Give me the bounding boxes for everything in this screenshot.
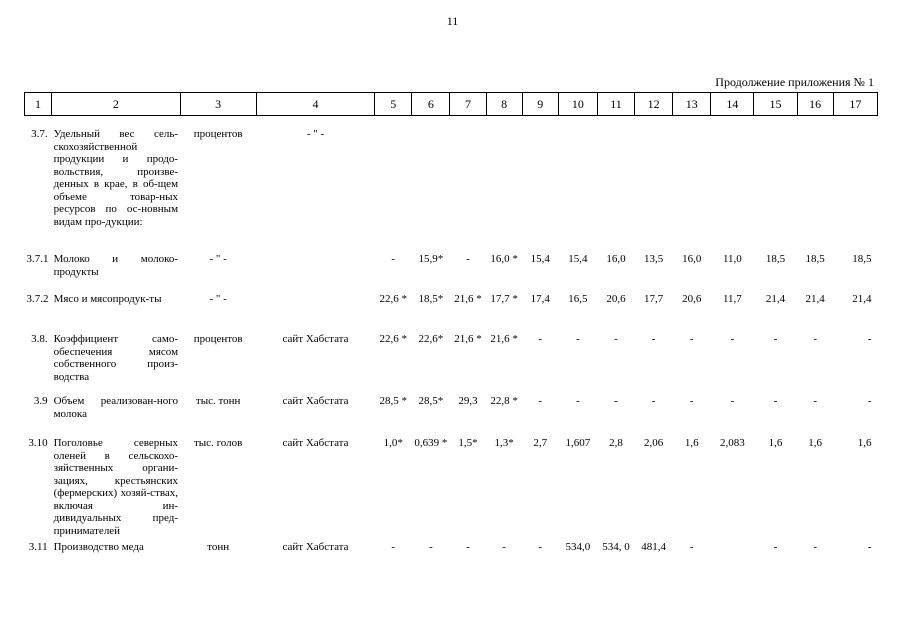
value-cell-col-10: 534,0: [565, 541, 591, 553]
value-cell-col-15: -: [773, 395, 778, 407]
value-cell-col-14: 11,0: [722, 253, 742, 265]
unit-of-measure: - " -: [209, 253, 227, 265]
unit-of-measure: тыс. тонн: [195, 395, 241, 407]
value-cell-col-6: 18,5*: [418, 293, 444, 305]
value-cell-col-15: 18,5: [765, 253, 786, 265]
value-cell-col-17: [833, 128, 877, 253]
value-cell-col-6: 22,6*: [418, 333, 444, 345]
header-cell-3: 3: [180, 93, 256, 116]
value-cell-col-13: 1,6: [684, 437, 699, 449]
value-cell-col-11: -: [614, 333, 618, 345]
value-cell-col-14: 2,083: [720, 437, 745, 449]
value-cell-col-10: 1,607: [565, 437, 591, 449]
value-cell-col-8: 1,3*: [494, 437, 514, 449]
value-cell-col-9: -: [538, 395, 543, 407]
unit-of-measure: тыс. голов: [193, 437, 243, 449]
value-cell-col-6: 28,5*: [418, 395, 444, 407]
value-cell-col-12: [635, 128, 673, 253]
indicator-name: Молоко и молоко-продукты: [53, 253, 179, 278]
value-cell-col-16: -: [813, 395, 817, 407]
indicator-name: Удельный вес сель-скохозяйственной продукции и продо-вольствия, произве-денных в крае, в об-щем объеме товар-ных ресурсов по ос-новным видам про-дукции:: [53, 128, 179, 228]
value-cell-col-6: [412, 128, 450, 253]
row-number: 3.10: [28, 437, 48, 449]
data-source: [256, 253, 374, 293]
table-row: [25, 253, 878, 293]
indicator-table: [24, 92, 878, 571]
value-cell-col-5: 22,6 *: [379, 333, 408, 345]
table-row: [25, 437, 878, 541]
data-source: - " -: [306, 128, 325, 140]
unit-of-measure: процентов: [193, 333, 243, 345]
value-cell-col-17: -: [867, 333, 872, 345]
data-source: [256, 293, 374, 333]
value-cell-col-16: -: [813, 333, 817, 345]
header-cell-14: 14: [711, 93, 754, 116]
header-cell-11: 11: [597, 93, 634, 116]
header-cell-5: 5: [375, 93, 412, 116]
header-cell-4: 4: [256, 93, 374, 116]
header-cell-16: 16: [797, 93, 833, 116]
value-cell-col-8: 16,0 *: [490, 253, 518, 265]
value-cell-col-16: 21,4: [805, 293, 825, 305]
value-cell-col-16: 18,5: [805, 253, 825, 265]
value-cell-col-5: [375, 128, 412, 253]
value-cell-col-12: 13,5: [644, 253, 664, 265]
value-cell-col-10: -: [576, 333, 580, 345]
value-cell-col-12: -: [651, 395, 656, 407]
value-cell-col-6: 15,9*: [418, 253, 444, 265]
value-cell-col-14: -: [730, 333, 735, 345]
value-cell-col-7: -: [466, 253, 470, 265]
value-cell-col-11: 20,6: [606, 293, 626, 305]
value-cell-col-12: -: [651, 333, 656, 345]
value-cell-col-8: 17,7 *: [490, 293, 518, 305]
header-cell-2: 2: [52, 93, 180, 116]
data-source: сайт Хабстата: [282, 333, 349, 345]
header-cell-8: 8: [486, 93, 522, 116]
value-cell-col-13: -: [689, 333, 694, 345]
value-cell-col-15: 21,4: [765, 293, 786, 305]
row-number: 3.8.: [31, 333, 48, 345]
value-cell-col-5: -: [391, 253, 396, 265]
value-cell-col-10: -: [576, 395, 580, 407]
header-cell-15: 15: [754, 93, 797, 116]
unit-of-measure: тонн: [207, 541, 230, 553]
table-row: [25, 128, 878, 253]
data-source: сайт Хабстата: [282, 395, 349, 407]
row-number: 3.7.2: [26, 293, 49, 305]
value-cell-col-10: 16,5: [568, 293, 588, 305]
value-cell-col-11: 16,0: [606, 253, 626, 265]
value-cell-col-6: -: [429, 541, 433, 553]
data-source: сайт Хабстата: [282, 437, 349, 449]
unit-of-measure: - " -: [209, 293, 227, 305]
value-cell-col-9: -: [538, 333, 543, 345]
header-cell-10: 10: [558, 93, 597, 116]
value-cell-col-17: -: [867, 395, 872, 407]
row-number: 3.9: [33, 395, 48, 407]
value-cell-col-11: 2,8: [609, 437, 623, 449]
value-cell-col-13: -: [689, 395, 694, 407]
value-cell-col-12: 17,7: [644, 293, 664, 305]
header-cell-13: 13: [673, 93, 711, 116]
value-cell-col-7: 1,5*: [458, 437, 478, 449]
value-cell-col-6: 0,639 *: [414, 437, 448, 449]
value-cell-col-15: -: [773, 541, 778, 553]
data-source: сайт Хабстата: [282, 541, 349, 553]
value-cell-col-7: -: [466, 541, 470, 553]
value-cell-col-11: [597, 128, 634, 253]
value-cell-col-13: -: [689, 541, 694, 553]
value-cell-col-13: [673, 128, 711, 253]
value-cell-col-5: 1,0*: [383, 437, 403, 449]
value-cell-col-12: 481,4: [641, 541, 667, 553]
value-cell-col-7: 29,3: [458, 395, 478, 407]
value-cell-col-9: 17,4: [530, 293, 550, 305]
value-cell-col-13: 20,6: [682, 293, 702, 305]
value-cell-col-17: 21,4: [852, 293, 872, 305]
indicator-name: Производство меда: [53, 541, 144, 553]
value-cell-col-5: 28,5 *: [379, 395, 408, 407]
value-cell-col-12: 2,06: [644, 437, 664, 449]
value-cell-col-16: 1,6: [808, 437, 823, 449]
value-cell-col-8: 21,6 *: [490, 333, 518, 345]
table-body: [25, 116, 878, 572]
value-cell-col-7: 21,6 *: [454, 293, 482, 305]
spacer-row: [25, 116, 878, 129]
value-cell-col-9: -: [538, 541, 543, 553]
indicator-name: Коэффициент само-обеспечения мясом собственного произ-водства: [53, 333, 179, 383]
value-cell-col-11: -: [614, 395, 618, 407]
header-cell-9: 9: [522, 93, 558, 116]
header-cell-12: 12: [635, 93, 673, 116]
value-cell-col-7: 21,6 *: [454, 333, 482, 345]
header-cell-6: 6: [412, 93, 450, 116]
value-cell-col-17: 18,5: [852, 253, 872, 265]
page-number: 11: [446, 14, 459, 28]
indicator-name: Объем реализован-ного молока: [53, 395, 179, 420]
indicator-name: Мясо и мясопродук-ты: [53, 293, 162, 305]
value-cell-col-5: 22,6 *: [379, 293, 408, 305]
indicator-name: Поголовье северных оленей в сельскохо-зяйственных органи-зациях, крестьянских (фермерских) хозяй-ствах, включая ин-дивидуальных пред-принимателей: [53, 437, 179, 537]
row-number: 3.7.1: [26, 253, 49, 265]
unit-of-measure: процентов: [193, 128, 243, 140]
table-row: [25, 541, 878, 571]
value-cell-col-9: 15,4: [530, 253, 550, 265]
value-cell-col-7: [450, 128, 486, 253]
header-cell-17: 17: [833, 93, 877, 116]
value-cell-col-16: -: [813, 541, 817, 553]
table-row: [25, 333, 878, 395]
value-cell-col-15: [754, 128, 797, 253]
continuation-caption: Продолжение приложения № 1: [715, 75, 874, 89]
indicator-table-wrapper: [24, 92, 878, 571]
header-cell-7: 7: [450, 93, 486, 116]
value-cell-col-14: 11,7: [722, 293, 742, 305]
value-cell-col-16: [797, 128, 833, 253]
value-cell-col-13: 16,0: [682, 253, 702, 265]
value-cell-col-8: 22,8 *: [490, 395, 518, 407]
value-cell-col-17: 1,6: [857, 437, 872, 449]
value-cell-col-11: 534, 0: [602, 541, 630, 553]
value-cell-col-9: 2,7: [533, 437, 548, 449]
value-cell-col-8: [486, 128, 522, 253]
value-cell-col-8: -: [502, 541, 506, 553]
value-cell-col-14: -: [730, 395, 735, 407]
value-cell-col-10: 15,4: [568, 253, 588, 265]
value-cell-col-5: -: [391, 541, 396, 553]
header-cell-1: 1: [25, 93, 52, 116]
value-cell-col-14: [711, 541, 754, 571]
table-header-row: [25, 93, 878, 116]
value-cell-col-17: -: [867, 541, 872, 553]
value-cell-col-15: -: [773, 333, 778, 345]
value-cell-col-15: 1,6: [768, 437, 783, 449]
table-row: [25, 293, 878, 333]
value-cell-col-14: [711, 128, 754, 253]
row-number: 3.7.: [31, 128, 48, 140]
row-number: 3.11: [28, 541, 48, 553]
value-cell-col-9: [522, 128, 558, 253]
value-cell-col-10: [558, 128, 597, 253]
table-row: [25, 395, 878, 437]
